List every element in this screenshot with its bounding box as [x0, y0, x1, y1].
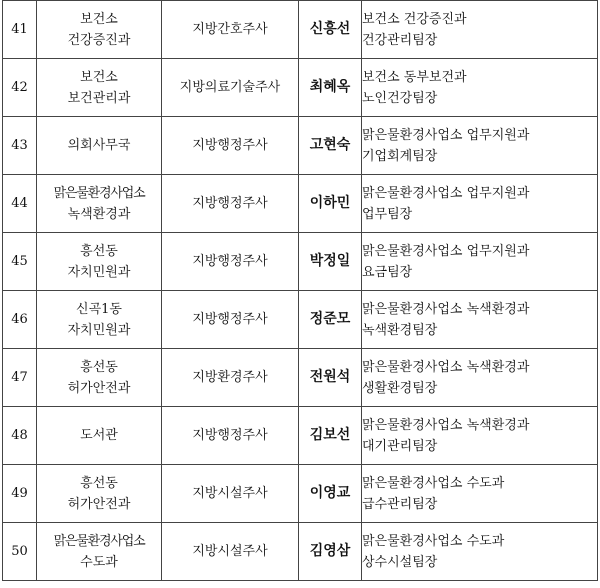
table-row [3, 465, 598, 523]
assignment-line: 맑은물환경사업소 녹색환경과 [362, 301, 530, 317]
previous-department [37, 291, 162, 349]
assignment-line: 맑은물환경사업소 녹색환경과 [362, 359, 530, 375]
new-assignment [362, 233, 598, 291]
job-rank: 지방의료기술주사 [162, 59, 299, 117]
assignment-line: 맑은물환경사업소 업무지원과 [362, 243, 530, 259]
previous-department [37, 523, 162, 581]
personnel-table [2, 0, 598, 581]
personnel-table-body [3, 1, 598, 581]
department-line: 보건소 [80, 11, 118, 27]
person-name: 이하민 [299, 175, 362, 233]
assignment-line: 건강관리팀장 [362, 32, 438, 48]
previous-department [37, 117, 162, 175]
assignment-line: 상수시설팀장 [362, 554, 438, 570]
assignment-line: 보건소 건강증진과 [362, 11, 467, 27]
department-line: 의회사무국 [67, 138, 131, 153]
department-line: 자치민원과 [67, 322, 131, 338]
previous-department [37, 233, 162, 291]
assignment-line: 맑은물환경사업소 녹색환경과 [362, 417, 530, 433]
new-assignment [362, 291, 598, 349]
assignment-line: 기업회계팀장 [362, 148, 438, 164]
assignment-line: 생활환경팀장 [362, 380, 438, 396]
row-number: 44 [3, 175, 37, 233]
job-rank: 지방시설주사 [162, 465, 299, 523]
row-number: 46 [3, 291, 37, 349]
previous-department [37, 59, 162, 117]
table-row [3, 523, 598, 581]
department-line: 맑은물환경사업소 [53, 185, 145, 201]
person-name: 정준모 [299, 291, 362, 349]
table-row [3, 407, 598, 465]
table-row [3, 175, 598, 233]
job-rank: 지방간호주사 [162, 1, 299, 59]
person-name: 고현숙 [299, 117, 362, 175]
previous-department [37, 465, 162, 523]
department-line: 허가안전과 [67, 380, 131, 396]
job-rank: 지방행정주사 [162, 175, 299, 233]
assignment-line: 맑은물환경사업소 수도과 [362, 533, 505, 549]
assignment-line: 맑은물환경사업소 업무지원과 [362, 185, 530, 201]
new-assignment [362, 465, 598, 523]
department-line: 녹색환경과 [67, 206, 131, 222]
person-name: 이영교 [299, 465, 362, 523]
new-assignment [362, 175, 598, 233]
department-line: 보건소 [80, 69, 118, 85]
assignment-line: 노인건강팀장 [362, 90, 438, 106]
previous-department [37, 349, 162, 407]
assignment-line: 요금팀장 [362, 264, 413, 280]
department-line: 도서관 [80, 428, 118, 443]
row-number: 41 [3, 1, 37, 59]
assignment-line: 급수관리팀장 [362, 496, 438, 512]
department-line: 보건관리과 [67, 90, 131, 106]
row-number: 45 [3, 233, 37, 291]
new-assignment [362, 59, 598, 117]
person-name: 김보선 [299, 407, 362, 465]
department-line: 흥선동 [80, 359, 118, 375]
previous-department [37, 175, 162, 233]
person-name: 전원석 [299, 349, 362, 407]
row-number: 50 [3, 523, 37, 581]
department-line: 흥선동 [80, 243, 118, 259]
new-assignment [362, 349, 598, 407]
job-rank: 지방시설주사 [162, 523, 299, 581]
table-row [3, 291, 598, 349]
assignment-line: 맑은물환경사업소 업무지원과 [362, 127, 530, 143]
department-line: 수도과 [80, 554, 118, 570]
table-row [3, 117, 598, 175]
person-name: 김영삼 [299, 523, 362, 581]
assignment-line: 맑은물환경사업소 수도과 [362, 475, 505, 491]
job-rank: 지방행정주사 [162, 291, 299, 349]
person-name: 박정일 [299, 233, 362, 291]
assignment-line: 녹색환경팀장 [362, 322, 438, 338]
row-number: 49 [3, 465, 37, 523]
new-assignment [362, 1, 598, 59]
row-number: 47 [3, 349, 37, 407]
department-line: 허가안전과 [67, 496, 131, 512]
department-line: 맑은물환경사업소 [53, 533, 145, 549]
person-name: 신흥선 [299, 1, 362, 59]
row-number: 48 [3, 407, 37, 465]
new-assignment [362, 117, 598, 175]
department-line: 신곡1동 [76, 301, 122, 317]
table-row [3, 1, 598, 59]
table-row [3, 59, 598, 117]
person-name: 최혜옥 [299, 59, 362, 117]
new-assignment [362, 523, 598, 581]
job-rank: 지방행정주사 [162, 233, 299, 291]
row-number: 42 [3, 59, 37, 117]
assignment-line: 업무팀장 [362, 206, 413, 222]
assignment-line: 보건소 동부보건과 [362, 69, 467, 85]
department-line: 건강증진과 [67, 32, 131, 48]
job-rank: 지방행정주사 [162, 117, 299, 175]
row-number: 43 [3, 117, 37, 175]
table-row [3, 349, 598, 407]
job-rank: 지방행정주사 [162, 407, 299, 465]
new-assignment [362, 407, 598, 465]
previous-department [37, 407, 162, 465]
department-line: 흥선동 [80, 475, 118, 491]
assignment-line: 대기관리팀장 [362, 438, 438, 454]
previous-department [37, 1, 162, 59]
job-rank: 지방환경주사 [162, 349, 299, 407]
table-row [3, 233, 598, 291]
department-line: 자치민원과 [67, 264, 131, 280]
